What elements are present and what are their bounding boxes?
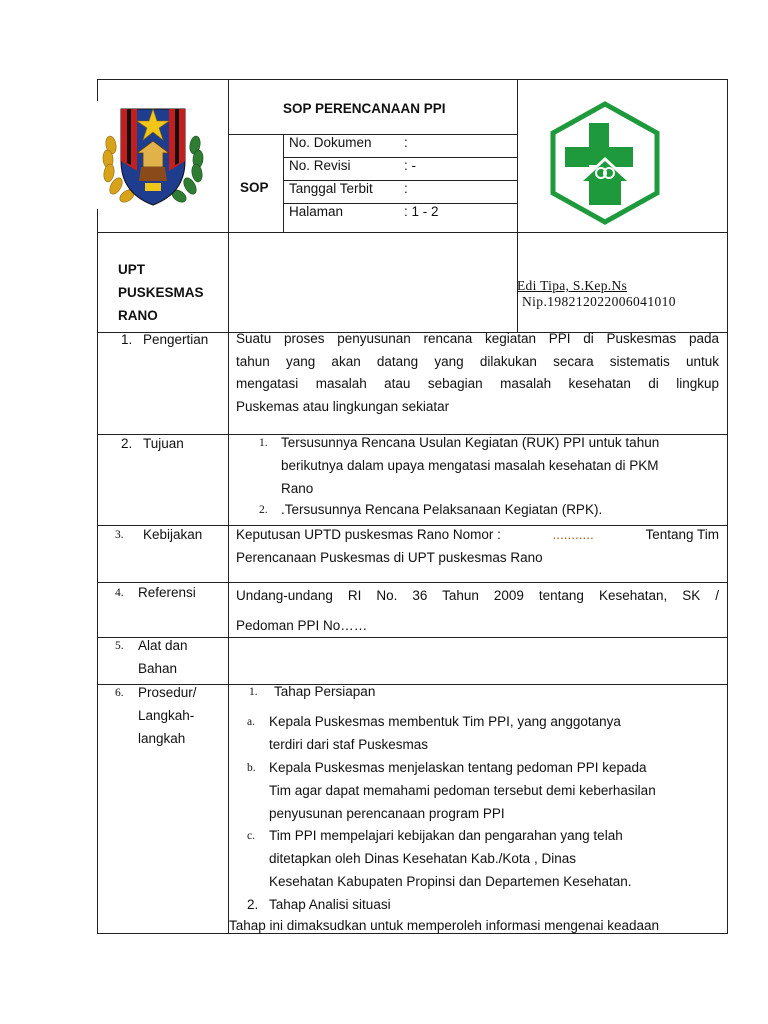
section-body <box>236 581 719 641</box>
text-segment: Keputusan UPTD puskesmas Rano Nomor : <box>236 527 501 542</box>
step-line: ditetapkan oleh Dinas Kesehatan Kab./Kota , Dinas <box>269 851 576 866</box>
step-line: Tim agar dapat memahami pedoman tersebut demi keberhasilan <box>269 783 656 798</box>
section-number: 2. <box>121 436 133 451</box>
step-letter: c. <box>247 830 255 842</box>
section-label: langkah <box>138 731 186 746</box>
step-letter: a. <box>247 716 255 728</box>
section-label: Langkah- <box>138 708 195 723</box>
text-line: Pedoman PPI No…… <box>236 618 368 633</box>
doc-field-value: : - <box>404 158 416 173</box>
text-line: Undang-undang RI No. 36 Tahun 2009 tentang Kesehatan, SK / <box>236 588 719 603</box>
section-body <box>236 523 719 546</box>
stage-title: Tahap Analisi situasi <box>269 897 391 912</box>
step-line: terdiri dari staf Puskesmas <box>269 737 429 752</box>
signatory-name: Edi Tipa, S.Kep.Ns <box>517 278 628 293</box>
section-label: Alat dan <box>138 638 188 653</box>
text-segment: Tentang Tim <box>645 527 719 542</box>
list-line: Tersusunnya Rencana Usulan Kegiatan (RUK) PPI untuk tahun <box>281 435 660 450</box>
document-title: SOP PERENCANAAN PPI <box>283 101 446 116</box>
step-line: Kepala Puskesmas menjelaskan tentang pedoman PPI kepada <box>269 760 647 775</box>
signatory-nip: Nip.198212022006041010 <box>522 294 676 309</box>
placeholder-dots: ........... <box>552 527 594 542</box>
list-line: .Tersusunnya Rencana Pelaksanaan Kegiatan (RPK). <box>281 502 603 517</box>
section-body-line: Perencanaan Puskesmas di UPT puskesmas Rano <box>236 550 543 565</box>
step-letter: b. <box>247 762 256 774</box>
list-line: berikutnya dalam upaya mengatasi masalah kesehatan di PKM <box>281 458 659 473</box>
stage-number: 1. <box>249 686 258 698</box>
list-number: 1. <box>259 437 268 449</box>
step-line: Kepala Puskesmas membentuk Tim PPI, yang anggotanya <box>269 714 621 729</box>
doc-field-label: No. Dokumen <box>289 135 372 150</box>
text-line: mengatasi masalah atau sebagian masalah kesehatan di lingkup <box>236 376 719 391</box>
doc-field-value: : <box>404 181 408 196</box>
text-line: Suatu proses penyusunan rencana kegiatan PPI di Puskesmas pada <box>236 331 719 346</box>
list-line: Rano <box>281 481 314 496</box>
doc-field-value: : <box>404 135 408 150</box>
text-line: Puskemas atau lingkungan sekiatar <box>236 398 450 414</box>
section-number: 3. <box>115 529 124 541</box>
stage-description: Tahap ini dimaksudkan untuk memperoleh informasi mengenai keadaan <box>229 918 660 933</box>
doc-field-label: Halaman <box>289 204 344 219</box>
section-number: 6. <box>115 687 124 699</box>
section-label: Bahan <box>138 661 178 676</box>
list-number: 2. <box>259 504 268 516</box>
step-line: Tim PPI mempelajari kebijakan dan pengarahan yang telah <box>269 828 623 843</box>
puskesmas-logo <box>549 101 661 225</box>
section-label: Pengertian <box>143 332 209 347</box>
step-line: penyusunan perencanaan program PPI <box>269 806 505 821</box>
doc-field-value: : 1 - 2 <box>404 204 439 219</box>
section-body <box>236 328 719 418</box>
section-label: Referensi <box>138 585 196 600</box>
org-line: RANO <box>118 308 158 323</box>
org-line: UPT <box>118 262 145 277</box>
doc-field-label: Tanggal Terbit <box>289 181 373 196</box>
doc-field-label: No. Revisi <box>289 158 351 173</box>
section-number: 1. <box>121 332 133 347</box>
stage-number: 2. <box>247 897 259 912</box>
org-line: PUSKESMAS <box>118 285 204 300</box>
step-line: Kesehatan Kabupaten Propinsi dan Departemen Kesehatan. <box>269 874 632 889</box>
section-number: 4. <box>115 587 124 599</box>
section-label: Prosedur/ <box>138 685 197 700</box>
sop-label: SOP <box>240 180 269 195</box>
section-label: Kebijakan <box>143 527 203 542</box>
stage-title: Tahap Persiapan <box>274 684 376 699</box>
regional-crest-logo <box>97 101 209 209</box>
section-label: Tujuan <box>143 436 184 451</box>
section-number: 5. <box>115 640 124 652</box>
text-line: tahun yang akan datang yang dilakukan secara sistematis untuk <box>236 353 719 369</box>
